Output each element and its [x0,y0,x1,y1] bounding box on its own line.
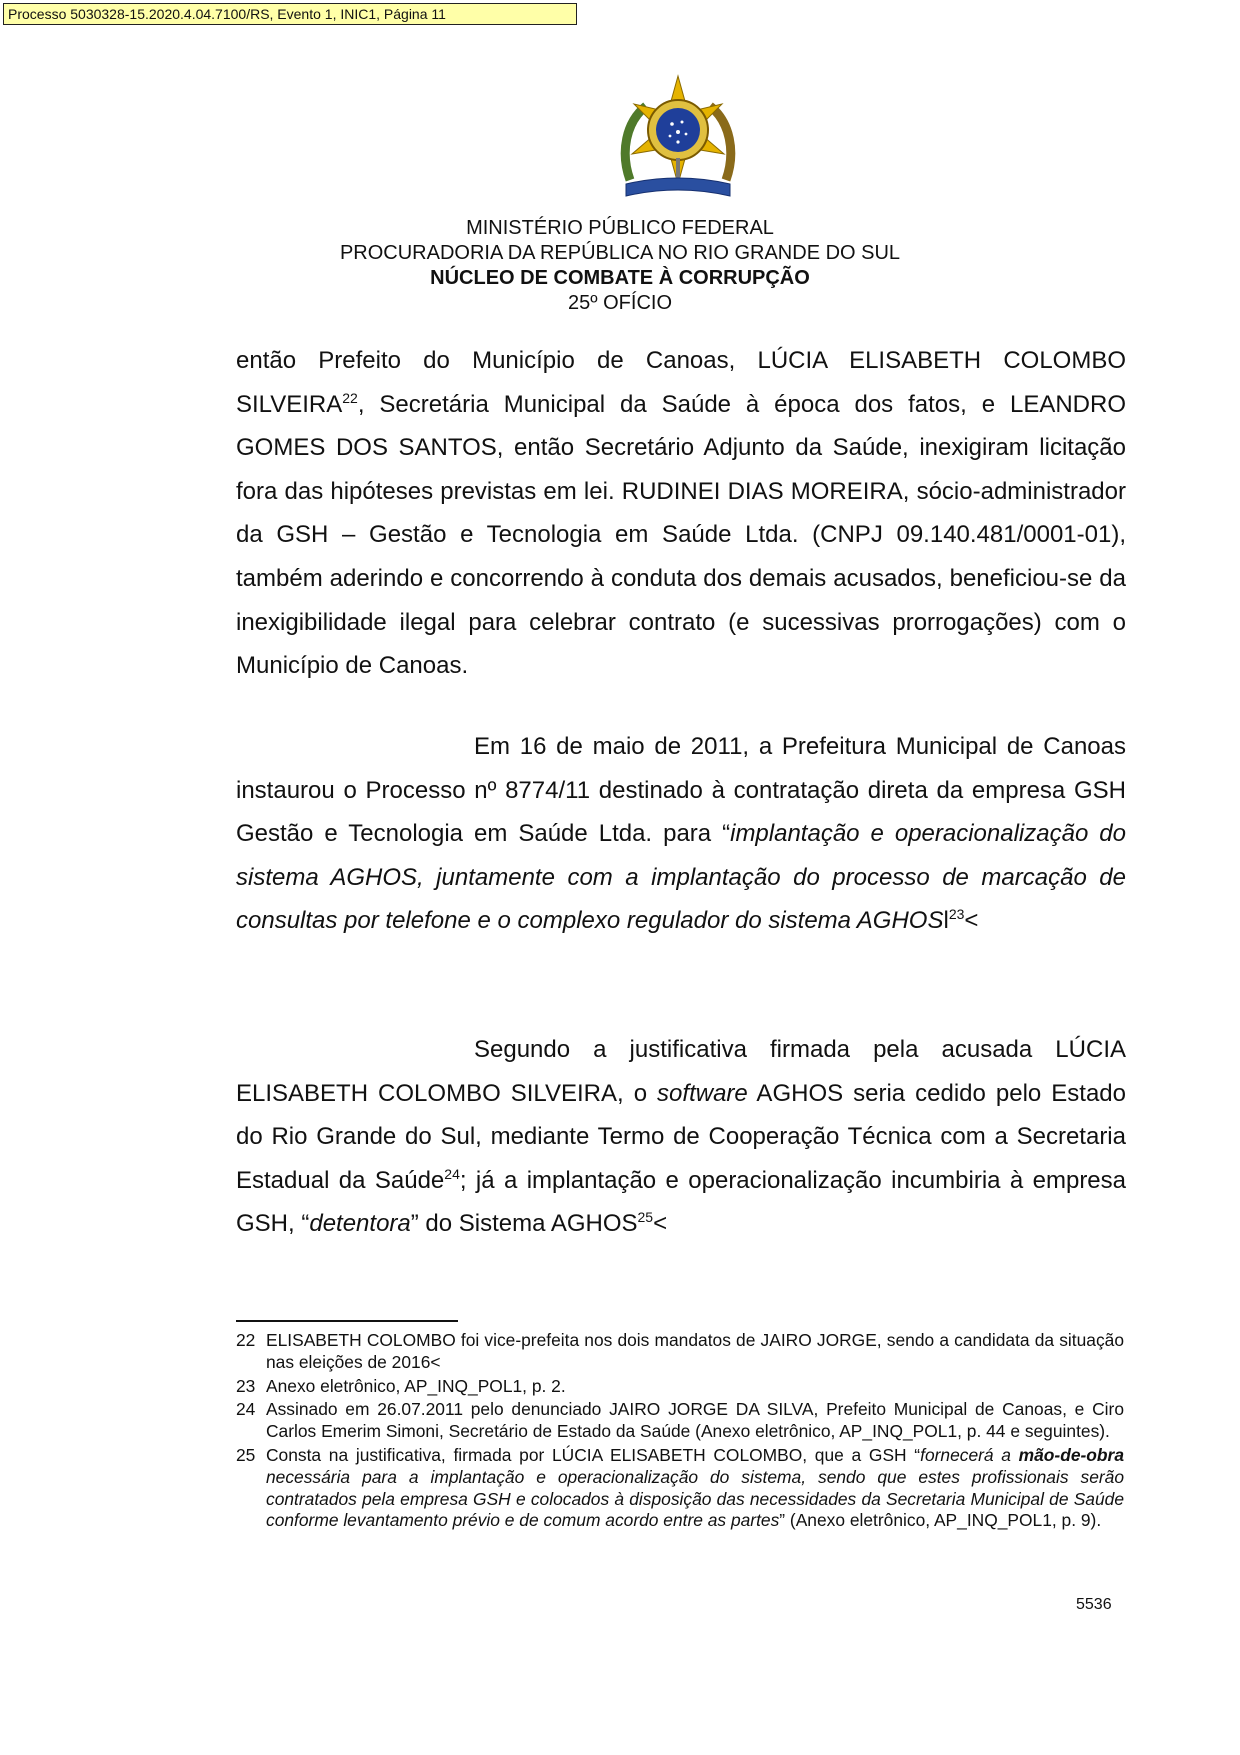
institution-header [0,216,1240,316]
p3-italic-software: software [657,1079,748,1107]
header-oficio: 25º OFÍCIO [568,292,672,314]
footnote-23 [236,1376,1124,1398]
p3-italic-detentora: detentora [309,1210,411,1238]
footnote-25 [236,1445,1124,1532]
footnote-text [266,1445,1124,1532]
header-ministry: MINISTÉRIO PÚBLICO FEDERAL [466,217,774,239]
page-number: 5536 [1076,1596,1112,1613]
f25-bold-italic: mão-de-obra [1018,1444,1124,1465]
p2-text-c: < [964,907,979,935]
p3-text-a: Segundo a justificativa firmada pela acusada LÚCIA ELISABETH COLOMBO SILVEIRA, o [236,1036,1126,1107]
p2-text-b: l [943,907,949,935]
header-nucleo: NÚCLEO DE COMBATE À CORRUPÇÃO [430,267,810,289]
header-procuradoria: PROCURADORIA DA REPÚBLICA NO RIO GRANDE DO SUL [339,242,901,264]
footnotes [236,1330,1124,1534]
footnote-text: Anexo eletrônico, AP_INQ_POL1, p. 2. [266,1375,566,1396]
footnote-22 [236,1330,1124,1374]
p2-italic: implantação e operacionalização do sistema AGHOS, juntamente com a implantação do processo de marcação de consultas por telefone e o complexo regulador do sistema AGHOS [236,820,1126,935]
footnote-ref-22: 22 [342,389,358,406]
footnote-text: ELISABETH COLOMBO foi vice-prefeita nos dois mandatos de JAIRO JORGE, sendo a candidata da situação nas eleições de 2016< [266,1330,1124,1372]
f25-italic-2: necessária para a implantação e operacionalização do sistema, sendo que estes profissionais serão contratados pela empresa GSH e colocados à disposição das necessidades da Secretaria Municipal de Saúde conforme levantamento prévio e de comum acordo entre as partes [266,1466,1124,1531]
footnote-separator [236,1320,458,1322]
footnote-ref-25: 25 [637,1209,654,1226]
footnote-number: 24 [236,1399,256,1420]
footnote-ref-24: 24 [444,1165,460,1182]
f25-text-a: Consta na justificativa, firmada por LÚCIA ELISABETH COLOMBO, que a GSH “ [266,1444,921,1465]
paragraph-2 [236,725,1126,943]
brazil-coat-of-arms-icon [612,72,744,204]
footnote-number: 25 [236,1444,256,1465]
p1-text-a: então Prefeito do Município de Canoas, LÚCIA ELISABETH COLOMBO SILVEIRA [236,347,1126,418]
p3-text-d: ” do Sistema AGHOS [410,1210,638,1238]
p3-text-e: < [653,1210,668,1238]
f25-text-b: ” (Anexo eletrônico, AP_INQ_POL1, p. 9). [779,1510,1102,1531]
f25-italic-1: fornecerá a [920,1444,1019,1465]
p3-text-c: ; já a implantação e operacionalização incumbiria à empresa GSH, “ [236,1166,1127,1238]
footnote-number: 23 [236,1375,256,1396]
p2-text-a: Em 16 de maio de 2011, a Prefeitura Municipal de Canoas instaurou o Processo nº 8774/11 destinado à contratação direta da empresa GSH Gestão e Tecnologia em Saúde Ltda. para “ [236,733,1126,848]
process-stamp: Processo 5030328-15.2020.4.04.7100/RS, Evento 1, INIC1, Página 11 [3,3,577,25]
p1-text-b: , Secretária Municipal da Saúde à época dos fatos, e LEANDRO GOMES DOS SANTOS, então Secretário Adjunto da Saúde, inexigiram licitação fora das hipóteses previstas em lei. RUDINEI DIAS MOREIRA, sócio-administrador da GSH – Gestão e Tecnologia em Saúde Ltda. (CNPJ 09.140.481/0001-01), também aderindo e concorrendo à conduta dos demais acusados, beneficiou-se da inexigibilidade ilegal para celebrar contrato (e sucessivas prorrogações) com o Município de Canoas. [236,390,1126,680]
p3-text-b: AGHOS seria cedido pelo Estado do Rio Grande do Sul, mediante Termo de Cooperação Técnica com a Secretaria Estadual da Saúde [236,1079,1126,1194]
footnote-number: 22 [236,1330,256,1350]
footnote-ref-23: 23 [948,906,965,923]
footnote-24 [236,1399,1124,1443]
footnote-text: Assinado em 26.07.2011 pelo denunciado JAIRO JORGE DA SILVA, Prefeito Municipal de Canoas, e Ciro Carlos Emerim Simoni, Secretário de Estado da Saúde (Anexo eletrônico, AP_INQ_POL1, p. 44 e seguintes). [266,1399,1124,1442]
paragraph-3 [236,1028,1126,1246]
paragraph-1 [236,339,1126,688]
